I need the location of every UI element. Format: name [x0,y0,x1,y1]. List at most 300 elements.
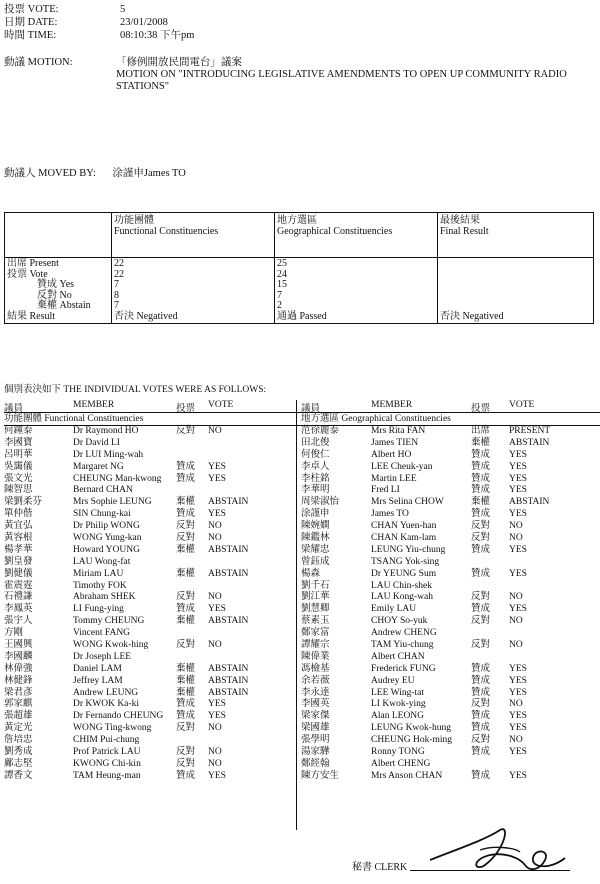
fc-vote-row [4,462,304,474]
vote-zh: 反對 [176,521,196,532]
vote-zh: 反對 [471,735,491,746]
member-zh: 余若薇 [301,675,330,686]
member-zh: 林偉強 [4,663,33,674]
member-name: Mrs Anson CHAN [371,770,443,781]
vote: YES [509,770,527,781]
fc-vote-row [4,747,304,759]
head-member-zh: 議員 [4,404,24,414]
vote-number: 5 [120,4,126,15]
member-zh: 梁劉柔芬 [4,497,43,508]
member-zh: 陳婉嫻 [301,521,330,532]
member-zh: 吳靄儀 [4,461,33,472]
member-zh: 鄭家富 [301,628,330,639]
head-vote-zh: 投票 [471,404,491,414]
member-zh: 呂明華 [4,449,33,460]
fc-vote-row [4,581,304,593]
individual-votes-title: 個別表決如下 THE INDIVIDUAL VOTES WERE AS FOLLOWS: [4,385,267,395]
vote-zh: 反對 [176,640,196,651]
vote-zh: 贊成 [471,604,491,615]
member-zh: 馮檢基 [301,663,330,674]
member-zh: 譚耀宗 [301,640,330,651]
vote: NO [509,521,523,532]
vote-zh: 反對 [176,533,196,544]
fc-vote-row [4,545,304,557]
gc-abstain: 2 [277,300,282,311]
member-name: WONG Kwok-hing [73,640,149,651]
member-name: Albert CHENG [371,758,431,769]
vote-zh: 贊成 [176,770,196,781]
gc-vote-row [301,676,600,688]
vote: NO [208,592,222,603]
vote: YES [208,604,226,615]
gc-section-title: 地方選區 Geographical Constituencies [301,413,600,426]
vote: YES [509,473,527,484]
summary-fc-header: 功能團體 Functional Constituencies [112,213,275,258]
vote-zh: 反對 [471,640,491,651]
member-zh: 李鳳英 [4,604,33,615]
gc-vote-row [301,569,600,581]
vote: YES [208,509,226,520]
final-result: 否決 Negatived [440,310,504,322]
member-zh: 劉慧卿 [301,604,330,615]
member-name: Audrey EU [371,675,415,686]
member-name: CHOY So-yuk [371,616,428,627]
gc-vote-row [301,474,600,486]
member-zh: 張超雄 [4,711,33,722]
fc-vote-row [4,664,304,676]
motion-text [116,57,586,93]
vote-zh: 反對 [176,758,196,769]
vote: NO [509,592,523,603]
member-name: KWONG Chi-kin [73,758,141,769]
member-name: Prof Patrick LAU [73,747,141,758]
head-member-zh: 議員 [301,404,321,414]
vote-zh: 贊成 [471,723,491,734]
member-zh: 陳方安生 [301,770,340,781]
member-name: Dr YEUNG Sum [371,568,437,579]
gc-vote-row [301,426,600,438]
member-zh: 陳偉業 [301,651,330,662]
gc-votes-column [296,400,600,830]
summary-gc-header: 地方選區 Geographical Constituencies [275,213,438,258]
member-zh: 林健鋒 [4,675,33,686]
fc-vote-row [4,771,304,783]
gc-vote-row [301,604,600,616]
vote: YES [509,485,527,496]
fc-vote-row [4,616,304,628]
member-zh: 周梁淑怡 [301,497,340,508]
summary-table [4,212,594,324]
member-zh: 李卓人 [301,461,330,472]
member-name: LAU Chin-shek [371,580,432,591]
member-zh: 單仲偕 [4,509,33,520]
vote: ABSTAIN [208,497,249,508]
member-name: Andrew CHENG [371,628,437,639]
fc-present: 22 [114,258,124,269]
vote-number-label: 投票 VOTE: [4,4,59,15]
head-member: MEMBER [73,400,115,410]
member-zh: 湯家驊 [301,747,330,758]
fc-vote-row [4,699,304,711]
gc-vote-row [301,735,600,747]
member-name: James TO [371,509,409,520]
member-name: Alan LEONG [371,711,425,722]
member-name: Dr LUI Ming-wah [73,449,144,460]
fc-column-head [4,400,304,413]
fc-vote-row [4,723,304,735]
member-zh: 劉江華 [301,592,330,603]
fc-vote-row [4,557,304,569]
gc-vote-row [301,640,600,652]
member-name: Howard YOUNG [73,544,140,555]
gc-vote-row [301,497,600,509]
fc-no: 8 [114,289,119,301]
member-zh: 黃定光 [4,723,33,734]
fc-vote-row [4,485,304,497]
gc-yes: 15 [277,279,287,290]
gc-vote-row [301,664,600,676]
member-name: LEUNG Kwok-hung [371,723,451,734]
vote: YES [509,675,527,686]
fc-result: 否決 Negatived [114,310,178,322]
gc-vote-row [301,509,600,521]
fc-vote-list [4,426,304,783]
vote-zh: 贊成 [176,699,196,710]
vote: YES [509,509,527,520]
vote-zh: 棄權 [471,497,491,508]
member-zh: 霍震霆 [4,580,33,591]
vote-zh: 贊成 [471,461,491,472]
gc-column-head [301,400,600,413]
gc-vote-row [301,747,600,759]
vote: YES [509,568,527,579]
vote: NO [509,735,523,746]
vote-zh: 反對 [176,723,196,734]
vote: NO [208,758,222,769]
fc-vote-row [4,735,304,747]
member-zh: 田北俊 [301,437,330,448]
member-name: Bernard CHAN [73,485,133,496]
moved-by-label: 動議人 MOVED BY: [4,168,96,179]
gc-vote-row [301,616,600,628]
vote: NO [208,723,222,734]
vote: ABSTAIN [208,663,249,674]
vote-zh: 反對 [471,699,491,710]
row-label-no: 反對 No [37,289,72,301]
summary-gc-values [275,258,438,324]
member-name: CHEUNG Man-kwong [73,473,162,484]
member-name: Mrs Selina CHOW [371,497,444,508]
member-zh: 李柱銘 [301,473,330,484]
member-name: LI Kwok-ying [371,699,426,710]
gc-vote-list [301,426,600,783]
date-label: 日期 DATE: [4,17,58,28]
vote-zh: 贊成 [471,485,491,496]
fc-vote-row [4,569,304,581]
vote: NO [208,747,222,758]
gc-vote-row [301,759,600,771]
vote-zh: 贊成 [176,473,196,484]
gc-vote-row [301,592,600,604]
member-name: Margaret NG [73,461,124,472]
fc-votes-column [4,400,304,783]
head-member: MEMBER [371,400,413,410]
gc-result: 通過 Passed [277,310,327,322]
fc-vote-row [4,426,304,438]
member-name: WONG Ting-kwong [73,723,152,734]
member-zh: 陳鑑林 [301,533,330,544]
member-zh: 鄭經翰 [301,758,330,769]
gc-no: 7 [277,289,282,301]
member-zh: 譚香文 [4,770,33,781]
member-name: CHAN Yuen-han [371,521,437,532]
head-vote: VOTE [509,400,535,410]
member-zh: 郭家麒 [4,699,33,710]
gc-vote-row [301,485,600,497]
gc-vote-row [301,450,600,462]
vote: YES [509,449,527,460]
fc-vote-row [4,450,304,462]
member-zh: 陳智思 [4,485,33,496]
vote-zh: 贊成 [471,509,491,520]
vote: YES [509,687,527,698]
member-name: Martin LEE [371,473,417,484]
member-name: WONG Yung-kan [73,533,142,544]
date-value: 23/01/2008 [120,17,168,28]
member-name: Dr David LI [73,437,120,448]
fc-vote: 22 [114,268,124,280]
vote: YES [509,711,527,722]
vote: YES [208,770,226,781]
member-name: Vincent FANG [73,628,131,639]
member-name: Frederick FUNG [371,663,436,674]
vote: YES [208,711,226,722]
gc-vote-row [301,699,600,711]
member-zh: 何俊仁 [301,449,330,460]
vote-zh: 反對 [176,747,196,758]
fc-section-title: 功能團體 Functional Constituencies [4,413,304,426]
clerk-label: 秘書 CLERK [352,862,408,873]
fc-vote-row [4,438,304,450]
vote-zh: 贊成 [471,568,491,579]
fc-vote-row [4,640,304,652]
member-name: LEE Wing-tat [371,687,424,698]
vote: ABSTAIN [509,437,550,448]
fc-yes: 7 [114,279,119,290]
vote-zh: 棄權 [176,616,196,627]
gc-vote-row [301,438,600,450]
gc-vote-row [301,652,600,664]
member-zh: 梁君彥 [4,687,33,698]
vote-zh: 棄權 [176,687,196,698]
member-name: Fred LI [371,485,400,496]
vote-zh: 反對 [471,592,491,603]
clerk-signature [425,820,575,875]
member-zh: 梁耀忠 [301,544,330,555]
member-name: LAU Wong-fat [73,556,131,567]
fc-vote-row [4,652,304,664]
member-name: TAM Heung-man [73,770,141,781]
vote: YES [509,747,527,758]
gc-vote-row [301,688,600,700]
member-name: Albert CHAN [371,651,425,662]
member-zh: 張宇人 [4,616,33,627]
vote-zh: 贊成 [471,473,491,484]
vote: ABSTAIN [208,544,249,555]
member-zh: 何鍾泰 [4,426,33,436]
member-name: Abraham SHEK [73,592,136,603]
vote-zh: 贊成 [176,604,196,615]
member-zh: 李永達 [301,687,330,698]
fc-vote-row [4,474,304,486]
vote: NO [509,699,523,710]
vote-zh: 贊成 [471,663,491,674]
fc-vote-row [4,497,304,509]
vote: NO [509,640,523,651]
member-zh: 楊森 [301,568,321,579]
vote-zh: 棄權 [176,544,196,555]
member-name: LEE Cheuk-yan [371,461,433,472]
member-zh: 蔡素玉 [301,616,330,627]
member-zh: 梁國雄 [301,723,330,734]
member-zh: 劉皇發 [4,556,33,567]
fc-vote-row [4,533,304,545]
vote: YES [509,663,527,674]
gc-vote-row [301,462,600,474]
member-name: James TIEN [371,437,419,448]
member-zh: 黃容根 [4,533,33,544]
vote-zh: 贊成 [471,449,491,460]
gc-present: 25 [277,258,287,269]
motion-title-en: MOTION ON "INTRODUCING LEGISLATIVE AMENDMENTS TO OPEN UP COMMUNITY RADIO STATIONS" [116,69,567,92]
vote-zh: 贊成 [176,509,196,520]
member-name: TSANG Yok-sing [371,556,440,567]
fc-vote-row [4,688,304,700]
member-name: Albert HO [371,449,412,460]
vote-zh: 棄權 [471,437,491,448]
time-label: 時間 TIME: [4,30,57,41]
vote: NO [208,640,222,651]
summary-final-values [438,258,594,324]
vote-zh: 贊成 [471,747,491,758]
member-zh: 梁家傑 [301,711,330,722]
vote: ABSTAIN [208,568,249,579]
vote: ABSTAIN [208,687,249,698]
fc-vote-row [4,509,304,521]
member-zh: 范徐麗泰 [301,426,340,436]
gc-vote: 24 [277,268,287,280]
gc-vote-row [301,581,600,593]
member-zh: 曾鈺成 [301,556,330,567]
member-name: LEUNG Yiu-chung [371,544,446,555]
vote: YES [208,461,226,472]
clerk-signature-line [410,870,570,871]
member-name: LI Fung-ying [73,604,124,615]
member-name: Miriam LAU [73,568,124,579]
vote: YES [208,473,226,484]
moved-by [4,165,186,180]
vote-zh: 贊成 [176,711,196,722]
head-vote-zh: 投票 [176,404,196,414]
member-name: Jeffrey LAM [73,675,123,686]
member-name: Tommy CHEUNG [73,616,145,627]
member-name: CHAN Kam-lam [371,533,437,544]
fc-vote-row [4,604,304,616]
moved-by-value: 涂謹申James TO [112,168,186,179]
vote-zh: 反對 [176,592,196,603]
summary-fc-values [112,258,275,324]
vote: PRESENT [509,426,551,436]
member-zh: 鄺志堅 [4,758,33,769]
member-name: SIN Chung-kai [73,509,131,520]
summary-corner [5,213,112,258]
member-name: Daniel LAM [73,663,122,674]
summary-final-header: 最後結果 Final Result [438,213,594,258]
member-name: Dr Fernando CHEUNG [73,711,164,722]
vote: NO [208,533,222,544]
vote-zh: 出席 [471,426,491,436]
fc-abstain: 7 [114,300,119,311]
gc-vote-row [301,521,600,533]
member-name: Dr Raymond HO [73,426,139,436]
row-label-result: 結果 Result [7,310,56,322]
member-zh: 黃宜弘 [4,521,33,532]
gc-vote-row [301,557,600,569]
member-name: LAU Kong-wah [371,592,434,603]
vote: NO [509,533,523,544]
fc-vote-row [4,628,304,640]
vote-zh: 贊成 [471,687,491,698]
member-zh: 李國英 [301,699,330,710]
gc-vote-row [301,711,600,723]
vote-zh: 贊成 [471,711,491,722]
vote: ABSTAIN [208,675,249,686]
member-zh: 涂謹申 [301,509,330,520]
member-zh: 王國興 [4,640,33,651]
vote-zh: 贊成 [471,770,491,781]
member-name: Andrew LEUNG [73,687,139,698]
vote-zh: 贊成 [471,544,491,555]
vote: YES [509,461,527,472]
vote: YES [509,723,527,734]
member-name: CHEUNG Hok-ming [371,735,453,746]
member-name: Dr Philip WONG [73,521,140,532]
member-zh: 李華明 [301,485,330,496]
vote-zh: 反對 [471,521,491,532]
member-zh: 劉千石 [301,580,330,591]
vote-zh: 棄權 [176,568,196,579]
gc-vote-row [301,545,600,557]
vote: ABSTAIN [509,497,550,508]
vote: YES [208,699,226,710]
member-zh: 張學明 [301,735,330,746]
member-name: CHIM Pui-chung [73,735,140,746]
member-zh: 劉秀成 [4,747,33,758]
row-label-present: 出席 Present [7,258,59,269]
member-zh: 方剛 [4,628,24,639]
member-zh: 張文光 [4,473,33,484]
vote: ABSTAIN [208,616,249,627]
member-name: Ronny TONG [371,747,425,758]
vote-zh: 棄權 [176,497,196,508]
gc-vote-row [301,771,600,783]
vote-zh: 反對 [471,616,491,627]
vote-zh: 反對 [471,533,491,544]
vote: NO [208,426,222,436]
motion-label: 動議 MOTION: [4,57,73,68]
row-label-abstain: 棄權 Abstain [37,300,91,311]
time-value: 08:10:38 下午pm [120,30,195,41]
